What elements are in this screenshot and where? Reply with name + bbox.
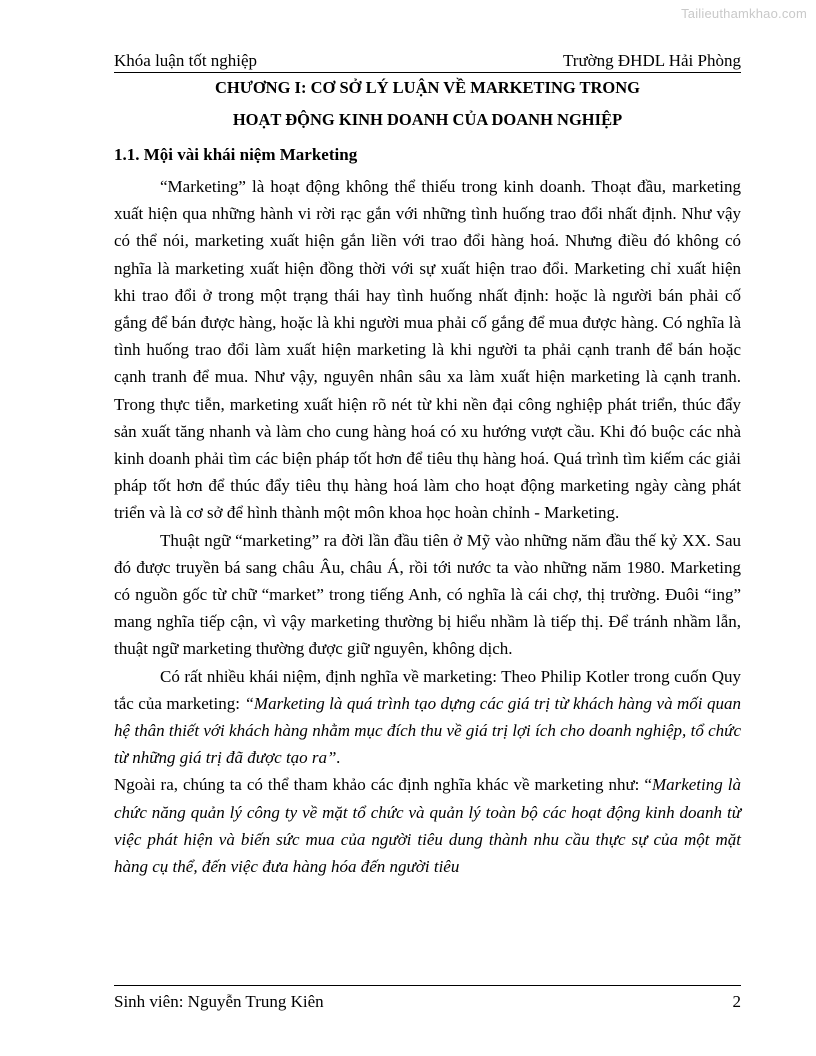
paragraph-3-lead: Có rất nhiều khái niệm, định nghĩa về marketing: Theo Philip Kotler trong cuốn Quy tắc của marketing: (114, 666, 741, 713)
marketing-definition-quote: Marketing là chức năng quản lý công ty về mặt tổ chức và quản lý toàn bộ các hoạt động kinh doanh từ việc phát hiện và biến sức mua của người tiêu dung thành nhu cầu thực sự của một mặt hàng cụ thể, đến việc đưa hàng hóa đến người tiêu (114, 775, 741, 877)
header-university: Trường ĐHDL Hải Phòng (563, 51, 741, 70)
kotler-quote: “Marketing là quá trình tạo dựng các giá trị từ khách hàng và mối quan hệ thân thiết với khách hàng nhằm mục đích thu về giá trị lợi ích cho doanh nghiệp, tổ chức từ những giá trị đã được tạo ra”. (114, 693, 741, 768)
chapter-title-line-1: CHƯƠNG I: CƠ SỞ LÝ LUẬN VỀ MARKETING TRONG (214, 78, 641, 97)
page-footer (114, 985, 741, 1011)
paragraph-1: “Marketing” là hoạt động không thể thiếu trong kinh doanh. Thoạt đầu, marketing xuất hiện qua những hành vi rời rạc gắn với những tình huống trao đổi nhất định. Như vậy có thể nói, marketing xuất hiện gắn liền với trao đổi hàng hoá. Nhưng điều đó không có nghĩa là marketing xuất hiện đồng thời với sự xuất hiện trao đổi. Marketing chỉ xuất hiện khi trao đổi ở trong một trạng thái hay tình huống nhất định: hoặc là người bán phải cố gắng để bán được hàng, hoặc là khi người mua phải cố gắng để mua được hàng. Có nghĩa là tình huống trao đổi làm xuất hiện marketing là khi người ta phải cạnh tranh để bán hoặc cạnh tranh để mua. Như vậy, nguyên nhân sâu xa làm xuất hiện marketing là cạnh tranh. Trong thực tiễn, marketing xuất hiện rõ nét từ khi nền đại công nghiệp phát triển, thúc đẩy sản xuất tăng nhanh và làm cho cung hàng hoá có xu hướng vượt cầu. Khi đó buộc các nhà kinh doanh phải tìm các biện pháp tốt hơn để tiêu thụ hàng hoá. Quá trình tìm kiếm các giải pháp tốt hơn để thúc đẩy tiêu thụ hàng hoá làm cho hoạt động marketing ngày càng phát triển và là cơ sở để hình thành một môn khoa học hoàn chỉnh - Marketing. (114, 177, 741, 523)
paragraph-2: Thuật ngữ “marketing” ra đời lần đầu tiên ở Mỹ vào những năm đầu thế kỷ XX. Sau đó được truyền bá sang châu Âu, châu Á, rồi tới nước ta vào những năm 1980. Marketing có nguồn gốc từ chữ “market” trong tiếng Anh, có nghĩa là cái chợ, thị trường. Đuôi “ing” mang nghĩa tiếp cận, vì vậy marketing thường bị hiểu nhầm là tiếp thị. Để tránh nhầm lẫn, thuật ngữ marketing thường được giữ nguyên, không dịch. (114, 530, 741, 659)
chapter-title-line-2: HOẠT ĐỘNG KINH DOANH CỦA DOANH NGHIỆP (232, 110, 623, 129)
body-text (114, 173, 741, 880)
watermark-text: Tailieuthamkhao.com (681, 6, 807, 21)
paragraph-3 (114, 663, 741, 772)
paragraph-4 (114, 771, 741, 880)
section-heading: 1.1. Mội vài khái niệm Marketing (114, 145, 358, 164)
paragraph-4-lead: Ngoài ra, chúng ta có thể tham khảo các định nghĩa khác về marketing như: “ (114, 775, 652, 795)
page-number: 2 (732, 992, 741, 1011)
footer-student-name: Sinh viên: Nguyễn Trung Kiên (114, 992, 324, 1011)
page-header (114, 50, 741, 73)
header-thesis-label: Khóa luận tốt nghiệp (114, 51, 258, 70)
